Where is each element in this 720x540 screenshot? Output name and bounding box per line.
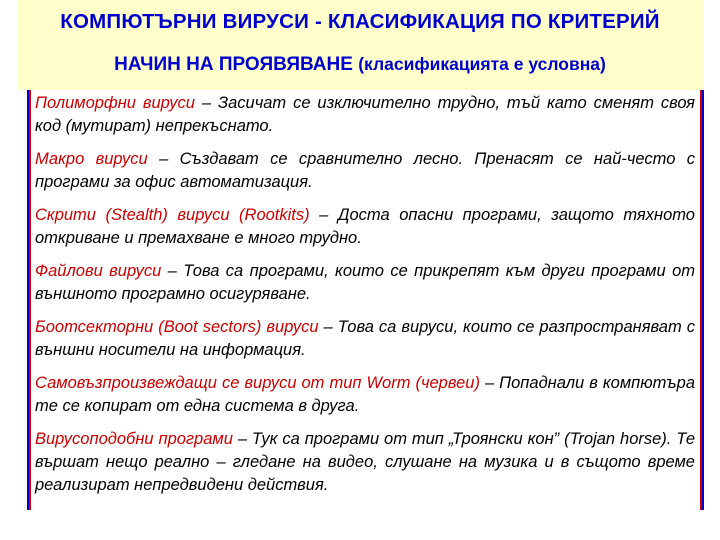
subtitle-main: НАЧИН НА ПРОЯВЯВАНЕ: [114, 54, 353, 75]
list-item-file: [35, 260, 695, 306]
list-item-macro: [35, 148, 695, 194]
left-border-red: [29, 90, 31, 510]
page-title: КОМПЮТЪРНИ ВИРУСИ - КЛАСИФИКАЦИЯ ПО КРИТЕРИЙ: [60, 10, 660, 33]
item-term: Скрити (Stealth) вируси (Rootkits): [35, 206, 310, 224]
page-subtitle: [17, 54, 703, 76]
title-banner: [17, 0, 703, 90]
item-description: – Това са вируси, които се разпространяват с външни носители на информация.: [35, 318, 696, 359]
list-item-boot-sector: [35, 316, 695, 362]
right-border-blue: [702, 90, 704, 510]
item-description: – Доста опасни програми, защото тяхното откриване и премахване е много трудно.: [35, 206, 695, 247]
item-description: – Засичат се изключително трудно, тъй като сменят своя код (мутират) непрекъснато.: [35, 94, 695, 135]
list-item-stealth: [35, 204, 695, 250]
item-description: – Тук са програми от тип „Троянски кон” (Trojan horse). Те вършат нещо реално – гледане на видео, слушане на музика и в същото време реализират непредвидени действия.: [35, 430, 695, 494]
item-term: Полиморфни вируси: [35, 94, 195, 112]
item-term: Боотсекторни (Boot sectors) вируси: [35, 318, 319, 336]
item-term: Макро вируси: [35, 150, 148, 168]
item-term: Вирусоподобни програми: [35, 430, 233, 448]
list-item-polymorphic: [35, 92, 695, 138]
right-border-red: [700, 90, 702, 510]
item-term: Самовъзпроизвеждащи се вируси от тип Worm (червеи): [35, 374, 480, 392]
subtitle-note: (класификацията е условна): [358, 54, 606, 74]
virus-type-list: [35, 92, 695, 507]
item-description: – Създават се сравнително лесно. Пренасят се най-често с програми за офис автоматизация.: [35, 150, 695, 191]
list-item-worm: [35, 372, 695, 418]
item-description: – Попаднали в компютъра те се копират от една система в друга.: [35, 374, 695, 415]
item-term: Файлови вируси: [35, 262, 162, 280]
list-item-trojan: [35, 428, 695, 497]
item-description: – Това са програми, които се прикрепят към други програми от външното програмно осигуряване.: [35, 262, 695, 303]
